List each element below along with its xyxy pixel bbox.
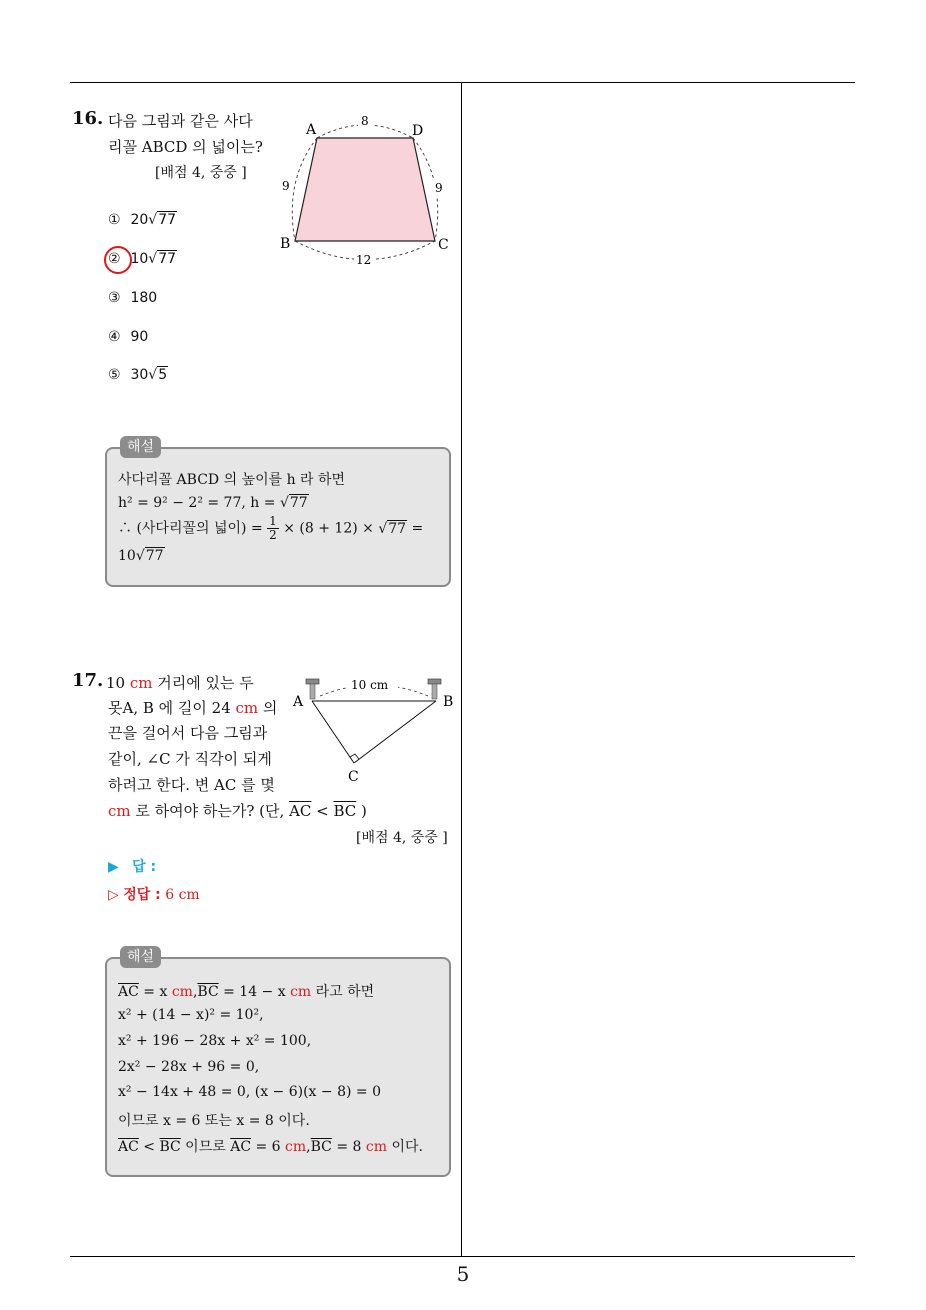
q17-meta: [배점 4, 중중 ] bbox=[356, 830, 448, 846]
label-a: A bbox=[306, 122, 317, 138]
page-number: 5 bbox=[456, 1262, 470, 1286]
label-a: A bbox=[293, 694, 304, 710]
q17-text-line5: 하려고 한다. 변 AC 를 몇 bbox=[108, 776, 275, 794]
right-length: 9 bbox=[435, 181, 443, 195]
sqrt-icon: √77 bbox=[148, 251, 177, 267]
q17-number: 17. bbox=[72, 670, 104, 691]
outline-arrow-icon: ▷ bbox=[108, 887, 119, 903]
q17-sol-line2: x² + (14 − x)² = 10², bbox=[118, 1007, 264, 1023]
sqrt-icon: √77 bbox=[135, 548, 164, 564]
play-arrow-icon: ▶ bbox=[108, 859, 119, 875]
q17-solution-tag: 해설 bbox=[120, 946, 161, 968]
q16-sol-line4: 10√77 bbox=[118, 548, 164, 564]
q17-sol-line6: 이므로 x = 6 또는 x = 8 이다. bbox=[118, 1113, 310, 1129]
sqrt-icon: √5 bbox=[148, 367, 168, 383]
answer-label: 답 : bbox=[132, 859, 157, 875]
dist-label: 10 cm bbox=[351, 678, 389, 692]
q17-text-line4: 같이, ∠C 가 직각이 되게 bbox=[108, 750, 272, 768]
choice-5-mark: ⑤ bbox=[108, 367, 121, 383]
choice-4[interactable] bbox=[108, 329, 148, 345]
q16-solution-tag: 해설 bbox=[120, 436, 161, 458]
choice-2-mark: ② bbox=[108, 251, 121, 267]
choice-1[interactable] bbox=[108, 212, 177, 228]
q17-text-line2: 못A, B 에 길이 24 cm 의 bbox=[108, 699, 278, 717]
q16-meta: [배점 4, 중중 ] bbox=[155, 165, 247, 181]
choice-2-coef: 10 bbox=[130, 251, 149, 267]
q17-sol-line1: $\overline{AC} = x$ $cm,\overline{BC} = 14 - x$ cm 라고 하면 bbox=[118, 984, 375, 1000]
choice-1-coef: 20 bbox=[130, 212, 149, 228]
q17-text-line3: 끈을 걸어서 다음 그림과 bbox=[108, 724, 268, 742]
q17-sol-line7: $\overline{AC} < \overline{BC}$ 이므로 $\overline{AC} = 6$ $cm,\overline{BC} = 8$ cm 이다. bbox=[118, 1139, 423, 1155]
top-rule bbox=[70, 82, 855, 83]
choice-3-value: 180 bbox=[130, 290, 158, 306]
selected-answer-circle-icon bbox=[104, 246, 132, 274]
nail-b-icon bbox=[428, 679, 441, 699]
sqrt-icon: √77 bbox=[378, 520, 407, 537]
sqrt-icon: √77 bbox=[148, 212, 177, 228]
label-c: C bbox=[348, 769, 359, 785]
choice-3-mark: ③ bbox=[108, 290, 121, 306]
nail-a-icon bbox=[306, 679, 319, 699]
left-length: 9 bbox=[282, 179, 290, 193]
choice-1-mark: ① bbox=[108, 212, 121, 228]
bottom-rule bbox=[70, 1256, 855, 1257]
sqrt-icon: √77 bbox=[279, 495, 308, 511]
top-length: 8 bbox=[361, 114, 369, 128]
label-c: C bbox=[438, 237, 449, 253]
answer-row bbox=[108, 856, 156, 876]
q17-sol-line4: 2x² − 28x + 96 = 0, bbox=[118, 1059, 260, 1075]
q17-triangle-figure bbox=[288, 668, 463, 788]
q17-sol-line5: x² − 14x + 48 = 0, (x − 6)(x − 8) = 0 bbox=[118, 1084, 381, 1100]
choice-4-value: 90 bbox=[130, 329, 149, 345]
q16-sol-line3: ∴ (사다리꼴의 넓이) = $\frac{1}{2}$ × (8 + 12) × √77 = bbox=[118, 514, 424, 542]
q16-number: 16. bbox=[72, 108, 104, 129]
bottom-length: 12 bbox=[356, 253, 372, 267]
choice-4-mark: ④ bbox=[108, 329, 121, 345]
q17-text-line6: cm 로 하여야 하는가? (단, $\overline{AC} < \overline{BC}$ ) bbox=[108, 802, 367, 820]
q16-trapezoid-figure bbox=[270, 108, 460, 273]
q16-sol-line2: h² = 9² − 2² = 77, h = √77 bbox=[118, 495, 308, 511]
label-b: B bbox=[443, 694, 454, 710]
correct-answer-row bbox=[108, 884, 200, 904]
choice-3[interactable] bbox=[108, 290, 157, 306]
correct-value: 6 cm bbox=[165, 887, 200, 903]
label-b: B bbox=[280, 236, 291, 252]
label-d: D bbox=[412, 123, 424, 139]
correct-label: 정답 : bbox=[123, 887, 161, 903]
q16-sol-line1: 사다리꼴 ABCD 의 높이를 h 라 하면 bbox=[118, 472, 346, 488]
choice-5[interactable] bbox=[108, 367, 168, 383]
q17-text-line1: 10 cm 거리에 있는 두 bbox=[106, 674, 254, 692]
q16-text-line1: 다음 그림과 같은 사다 bbox=[108, 112, 253, 130]
fraction-half: $\frac{1}{2}$ bbox=[269, 514, 277, 542]
trapezoid-fill bbox=[295, 138, 435, 241]
q17-sol-line3: x² + 196 − 28x + x² = 100, bbox=[118, 1033, 312, 1049]
q16-text-line2: 리꼴 ABCD 의 넓이는? bbox=[108, 138, 263, 156]
choice-5-coef: 30 bbox=[130, 367, 149, 383]
